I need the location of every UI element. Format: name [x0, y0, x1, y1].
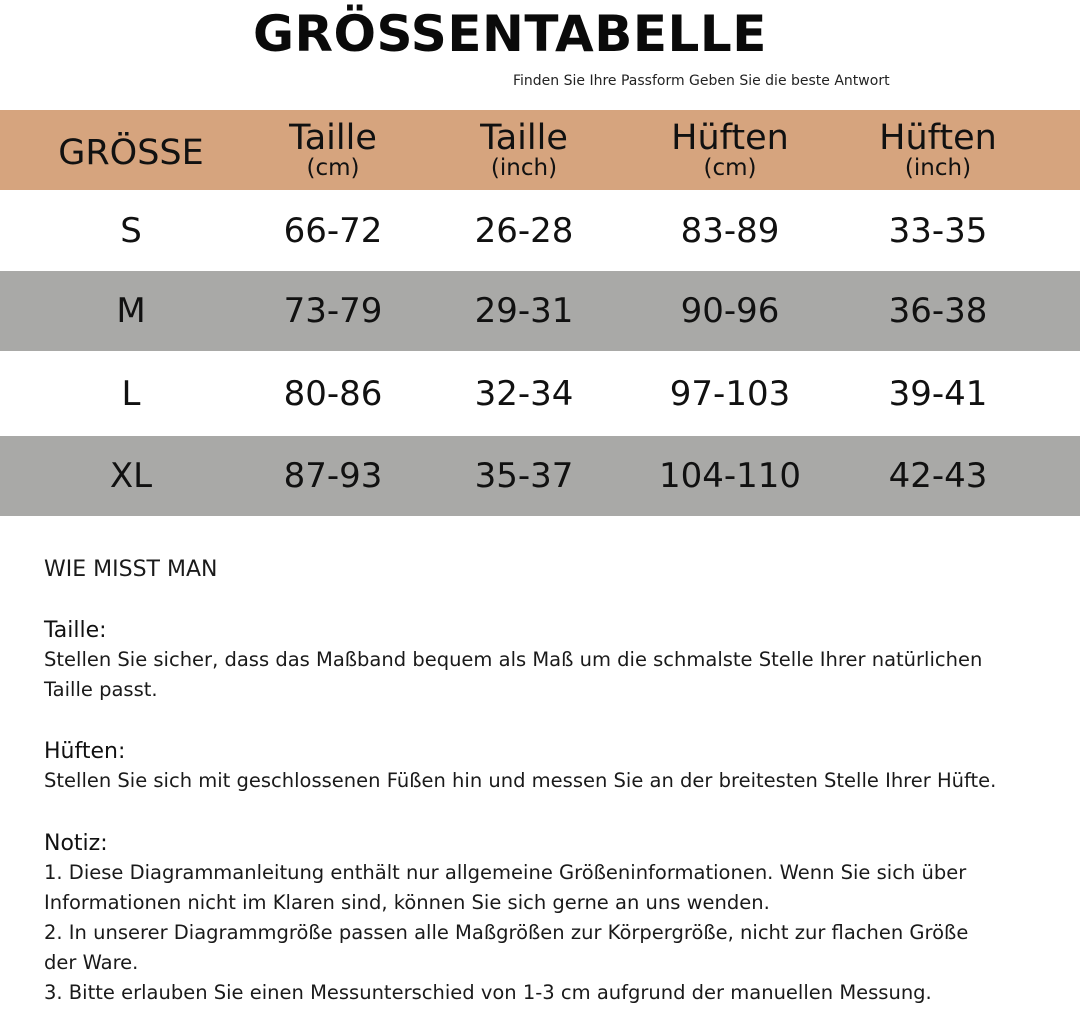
column-header-waist-inch [404, 120, 644, 180]
size-cell: S [120, 210, 142, 251]
table-header-row [0, 110, 1080, 190]
page-title: GRÖSSENTABELLE [253, 5, 767, 63]
waist-cm-cell: 73-79 [283, 291, 383, 331]
hips-text-line: Stellen Sie sich mit geschlossenen Füßen hin und messen Sie an der breitesten Stelle Ihrer Hüfte. [44, 769, 997, 792]
column-header-unit: (cm) [703, 155, 757, 181]
waist-inch-cell: 35-37 [474, 456, 574, 496]
notes-section [44, 830, 1064, 1008]
note-line: Informationen nicht im Klaren sind, können Sie sich gerne an uns wenden. [44, 891, 770, 914]
hips-cm-cell: 97-103 [669, 373, 791, 414]
note-line: der Ware. [44, 951, 139, 974]
size-cell: XL [109, 456, 153, 496]
hips-cm-cell: 104-110 [658, 456, 802, 496]
table-row [0, 351, 1080, 436]
column-header-hips-cm [644, 120, 816, 180]
column-header-unit: (cm) [306, 155, 360, 181]
how-to-measure-heading: WIE MISST MAN [44, 557, 218, 582]
note-line: 3. Bitte erlauben Sie einen Messunterschied von 1-3 cm aufgrund der manuellen Messung. [44, 981, 932, 1004]
hips-inch-cell: 33-35 [888, 210, 988, 251]
waist-text-line: Stellen Sie sicher, dass das Maßband bequem als Maß um die schmalste Stelle Ihrer natürlichen [44, 648, 983, 671]
waist-inch-cell: 32-34 [474, 373, 574, 414]
column-header-label: Taille [289, 118, 377, 158]
hips-instructions [44, 738, 1064, 796]
size-cell: L [121, 373, 141, 414]
table-row [0, 190, 1080, 271]
column-header-unit: (inch) [904, 155, 972, 181]
hips-cm-cell: 90-96 [680, 291, 780, 331]
notes-label: Notiz: [44, 831, 108, 856]
hips-inch-cell: 42-43 [888, 456, 988, 496]
page-subtitle: Finden Sie Ihre Passform Geben Sie die beste Antwort [513, 73, 890, 89]
hips-inch-cell: 36-38 [888, 291, 988, 331]
hips-cm-cell: 83-89 [680, 210, 780, 251]
note-line: 2. In unserer Diagrammgröße passen alle Maßgrößen zur Körpergröße, nicht zur flachen Größe [44, 921, 969, 944]
note-line: 1. Diese Diagrammanleitung enthält nur allgemeine Größeninformationen. Wenn Sie sich über [44, 861, 967, 884]
table-row [0, 436, 1080, 516]
column-header-label: Hüften [879, 118, 997, 158]
hips-inch-cell: 39-41 [888, 373, 988, 414]
column-header-hips-inch [816, 120, 1060, 180]
waist-instructions [44, 617, 1064, 705]
column-header-size [0, 127, 262, 173]
waist-cm-cell: 80-86 [283, 373, 383, 414]
column-header-label: Taille [480, 118, 568, 158]
waist-label: Taille: [44, 618, 107, 643]
column-header-unit: (inch) [490, 155, 558, 181]
hips-label: Hüften: [44, 739, 126, 764]
column-header-label: Hüften [671, 118, 789, 158]
waist-inch-cell: 26-28 [474, 210, 574, 251]
size-cell: M [116, 291, 146, 331]
waist-cm-cell: 66-72 [283, 210, 383, 251]
size-table [0, 110, 1080, 516]
table-row [0, 271, 1080, 351]
waist-inch-cell: 29-31 [474, 291, 574, 331]
column-header-waist-cm [262, 120, 404, 180]
waist-cm-cell: 87-93 [283, 456, 383, 496]
waist-text-line: Taille passt. [44, 678, 158, 701]
column-header-label: GRÖSSE [58, 133, 204, 173]
